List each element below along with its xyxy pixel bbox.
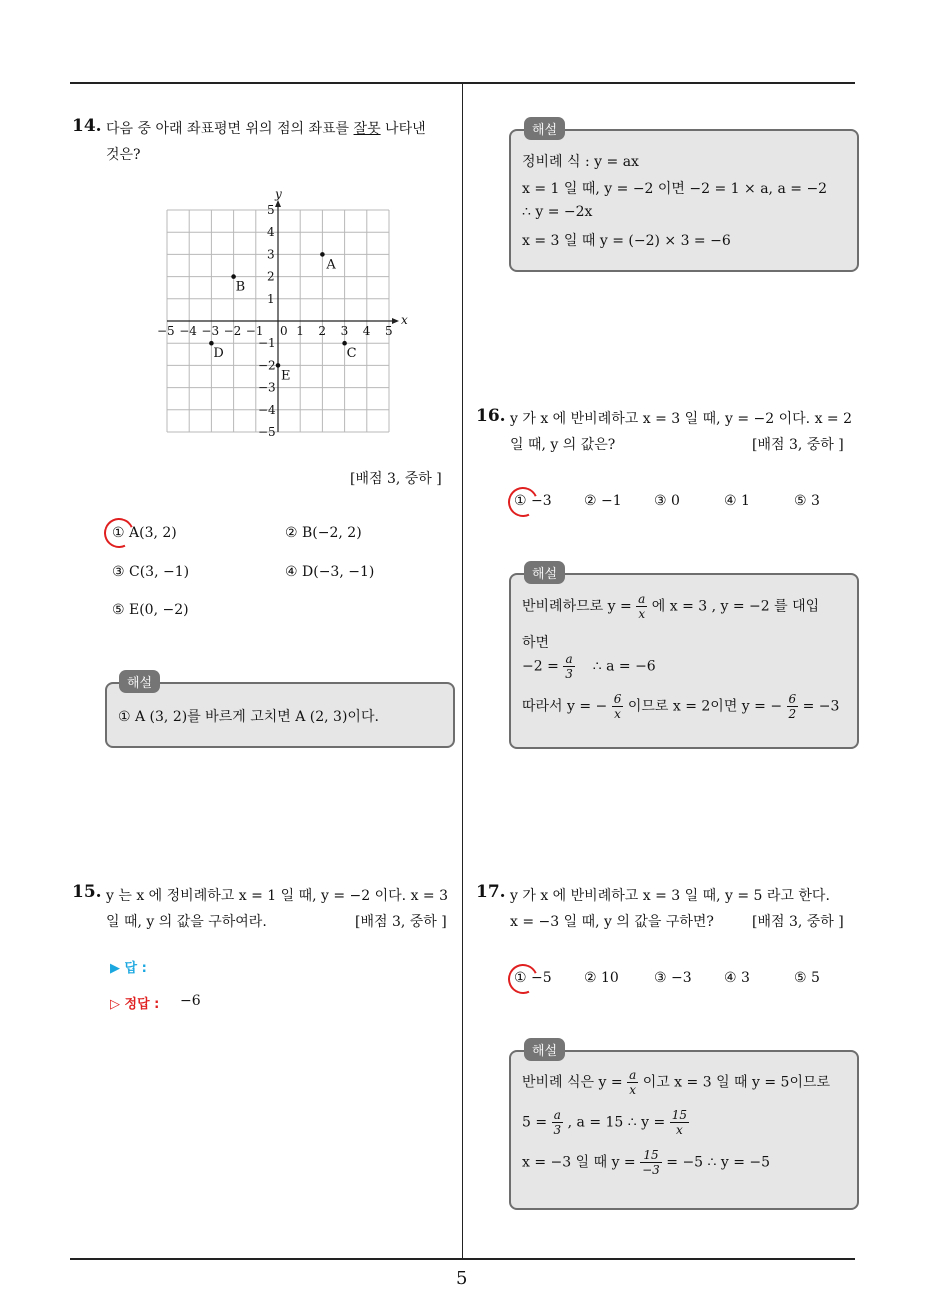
q17-exp2-num: a [552,1108,564,1123]
q16-text-line1: y 가 x 에 반비례하고 x = 3 일 때, y = −2 이다. x = 2 [510,411,853,427]
point-label-b: B [235,279,246,295]
points [209,252,357,383]
q16-explanation-line2: 하면 [522,635,550,651]
y-tick-label: −4 [258,402,276,417]
q17-exp3-pre: x = −3 일 때 y = [522,1154,636,1171]
x-tick-label: 3 [340,324,349,338]
q14-option-3[interactable]: ③ C(3, −1) [112,564,190,580]
q16-exp4-fraction2 [787,692,799,721]
q17-option-3[interactable]: ③ −3 [654,970,692,986]
q17-exp2-den2: x [675,1123,683,1137]
q14-option-2[interactable]: ② B(−2, 2) [285,525,362,541]
q15-number: 15. [72,882,102,902]
y-tick-label: −3 [258,380,276,395]
point-b [231,274,236,279]
q15-text-line1: y 는 x 에 정비례하고 x = 1 일 때, y = −2 이다. x = 3 [106,888,449,904]
q15-explanation-tag: 해설 [524,117,565,140]
x-axis-label: x [401,313,408,327]
q16-explanation-line1 [522,592,819,621]
q16-exp3-post: ∴ a = −6 [592,658,656,675]
y-tick-label: 2 [267,269,275,284]
point-label-d: D [213,346,224,362]
q17-explanation-line3 [522,1148,770,1177]
q15-explanation-line4: x = 3 일 때 y = (−2) × 3 = −6 [522,233,731,249]
point-label-c: C [346,346,357,362]
q17-exp3-post: = −5 ∴ y = −5 [666,1154,771,1171]
y-tick-label: 3 [267,247,275,262]
y-tick-label: 4 [267,225,275,240]
q14-text-line1 [106,118,426,138]
x-tick-label: −4 [179,324,197,338]
x-tick-label: 1 [296,324,304,338]
y-tick-label: 1 [267,291,275,306]
y-tick-label: −1 [258,336,276,351]
x-tick-label: −3 [201,324,220,338]
q15-explanation-line1: 정비례 식 : y = ax [522,154,639,170]
q16-option-1[interactable]: ① −3 [514,493,552,509]
q15-score: [배점 3, 중하 ] [355,914,447,930]
q16-exp3-fraction [563,652,575,681]
q17-exp3-den: −3 [642,1163,660,1177]
point-a [320,252,325,257]
q17-exp2-num2: 15 [671,1108,687,1122]
q16-exp3-den: 3 [565,667,573,681]
q17-text-line1: y 가 x 에 반비례하고 x = 3 일 때, y = 5 라고 한다. [510,888,830,904]
q17-explanation-line1 [522,1068,830,1097]
q16-exp4-den: x [614,707,621,721]
q16-exp1-fraction [636,592,647,621]
q14-explanation-tag: 해설 [119,670,160,693]
q15-answer-label: ▶ 답 : [110,961,147,976]
q14-option-5[interactable]: ⑤ E(0, −2) [112,602,189,618]
x-tick-label: 5 [385,324,393,338]
q16-exp4-num2: 6 [788,692,797,706]
x-tick-label: −1 [245,324,264,338]
point-c [342,341,347,346]
q17-exp3-fraction [640,1148,662,1177]
coordinate-plane [150,185,410,445]
q16-exp3-pre: −2 = [522,658,559,675]
tick-labels [157,187,408,439]
q16-explanation-tag: 해설 [524,561,565,584]
q14-number: 14. [72,116,102,136]
q17-exp2-mid: , a = 15 ∴ y = [567,1114,666,1131]
q16-option-3[interactable]: ③ 0 [654,493,680,509]
q17-exp1-fraction [627,1068,638,1097]
q16-exp4-post: = −3 [802,698,840,715]
q15-correct-value: −6 [180,993,201,1009]
q16-score: [배점 3, 중하 ] [752,437,844,453]
y-axis-arrow [275,200,281,207]
q17-exp2-den: 3 [553,1123,562,1137]
q16-exp1-post: 에 x = 3 , y = −2 를 대입 [651,598,820,615]
q17-exp1-pre: 반비례 식은 y = [522,1074,623,1091]
q15-text-line2: 일 때, y 의 값을 구하여라. [106,914,267,930]
point-label-e: E [281,368,291,384]
q16-option-5[interactable]: ⑤ 3 [794,493,820,509]
q17-exp1-post: 이고 x = 3 일 때 y = 5이므로 [642,1074,831,1091]
point-label-a: A [326,257,336,273]
q14-explanation-text: ① A (3, 2)를 바르게 고치면 A (2, 3)이다. [118,709,379,725]
y-tick-label: −2 [258,358,276,373]
axes [167,200,399,432]
q17-number: 17. [476,882,506,902]
bottom-rule [70,1258,855,1260]
q15-explanation-line2: x = 1 일 때, y = −2 이면 −2 = 1 × a, a = −2 [522,181,828,197]
x-tick-label: 4 [362,324,371,338]
q16-exp4-den2: 2 [788,707,797,721]
q14-text-a: 다음 중 아래 좌표평면 위의 점의 좌표를 [106,121,354,137]
q16-exp4-pre: 따라서 y = − [522,698,608,715]
q16-exp4-fraction [612,692,624,721]
y-axis-label: y [275,187,282,201]
point-d [209,341,214,346]
q16-option-2[interactable]: ② −1 [584,493,622,509]
q17-exp1-num: a [629,1068,637,1082]
q17-option-1[interactable]: ① −5 [514,970,552,986]
column-divider [462,82,463,1259]
q16-exp1-pre: 반비례하므로 y = [522,598,632,615]
page-number: 5 [456,1268,468,1289]
q17-explanation-line2 [522,1108,689,1137]
q17-exp1-den: x [629,1083,637,1097]
q16-exp3-num: a [563,652,575,667]
q17-exp2-fraction2 [670,1108,689,1137]
q16-explanation-line4 [522,692,839,721]
q17-option-5[interactable]: ⑤ 5 [794,970,820,986]
x-tick-label: 0 [280,324,288,338]
q15-explanation-line3: ∴ y = −2x [522,204,593,220]
q16-number: 16. [476,406,506,426]
x-tick-label: −5 [157,324,175,338]
x-axis-arrow [392,318,399,324]
q14-score: [배점 3, 중하 ] [350,471,442,487]
q14-underlined-word: 잘못 [353,121,381,137]
q16-exp1-den: x [638,607,646,621]
y-tick-label: −5 [258,425,276,439]
q17-text-line2: x = −3 일 때, y 의 값을 구하면? [510,914,714,930]
q17-option-2[interactable]: ② 10 [584,970,619,986]
x-tick-label: 2 [318,324,327,338]
q17-explanation-tag: 해설 [524,1038,565,1061]
q16-option-4[interactable]: ④ 1 [724,493,750,509]
y-tick-label: 5 [267,203,275,217]
q17-option-4[interactable]: ④ 3 [724,970,750,986]
q17-exp2-pre: 5 = [522,1114,548,1131]
q17-exp3-num: 15 [640,1148,662,1163]
q14-text-b: 나타낸 [380,121,426,137]
x-tick-label: −2 [223,324,242,338]
q16-text-line2: 일 때, y 의 값은? [510,437,616,453]
q16-exp4-mid: 이므로 x = 2이면 y = − [627,698,783,715]
q16-exp4-num: 6 [613,692,622,706]
q14-option-4[interactable]: ④ D(−3, −1) [285,564,375,580]
q14-text-line2: 것은? [106,147,141,163]
point-e [276,363,281,368]
q14-option-1[interactable]: ① A(3, 2) [112,525,177,541]
q16-explanation-line3 [522,652,656,681]
q17-exp2-fraction [552,1108,564,1137]
q16-exp1-num: a [638,592,646,606]
q17-score: [배점 3, 중하 ] [752,914,844,930]
q15-correct-label: ▷ 정답 : [110,997,160,1012]
